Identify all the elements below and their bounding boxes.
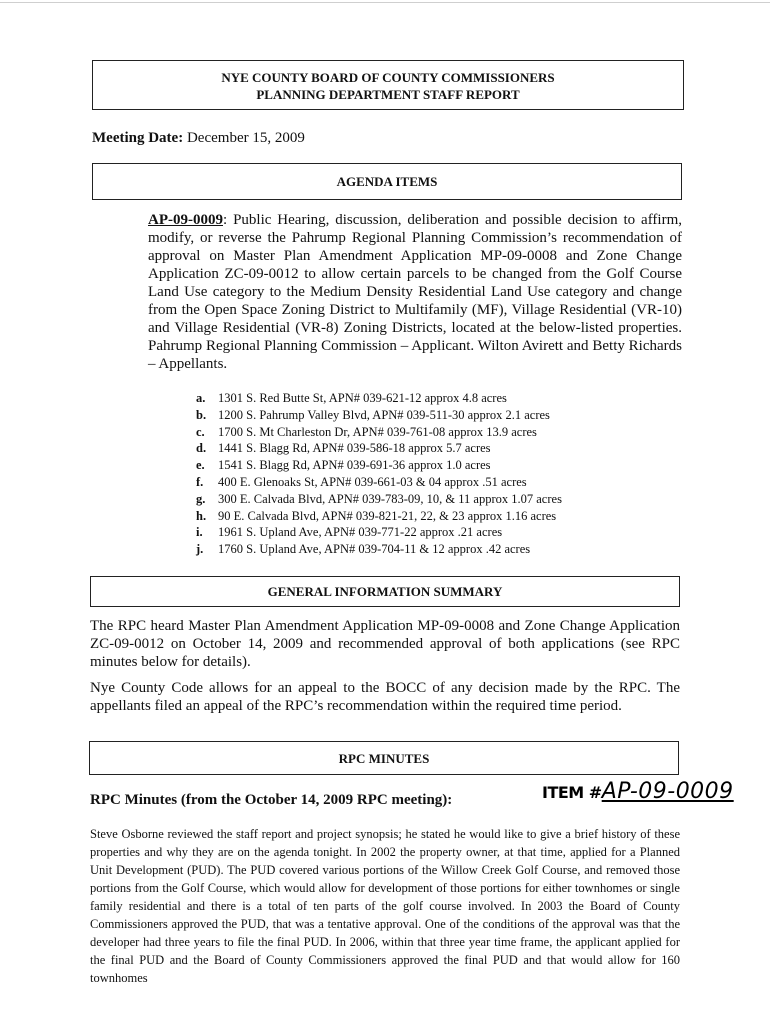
list-item-letter: a. (196, 391, 206, 405)
item-handwritten-number: AP-09-0009 (601, 779, 734, 804)
general-info-box (90, 576, 680, 607)
list-item-letter: f. (196, 474, 204, 489)
rpc-minutes-subheading: RPC Minutes (from the October 14, 2009 RPC meeting): (90, 792, 453, 808)
meeting-date (92, 130, 305, 147)
list-item-letter: c. (196, 424, 205, 439)
general-info-paragraph-1: The RPC heard Master Plan Amendment Application MP-09-0008 and Zone Change Application ZC-09-0012 on October 14, 2009 and recommended approval of both applications (see RPC minutes below for details). (90, 618, 680, 670)
property-list (196, 390, 562, 558)
list-item-letter: e. (196, 458, 205, 473)
header-title-line2: PLANNING DEPARTMENT STAFF REPORT (256, 87, 520, 102)
list-item (196, 407, 562, 424)
list-item-text: 1441 S. Blagg Rd, APN# 039-586-18 approx 5.7 acres (218, 441, 491, 456)
agenda-items-heading: AGENDA ITEMS (336, 174, 438, 189)
list-item (196, 508, 562, 525)
rpc-minutes-box (89, 741, 679, 775)
list-item-letter: b. (196, 407, 207, 422)
header-title-line1: NYE COUNTY BOARD OF COUNTY COMMISSIONERS (221, 70, 555, 85)
general-info-heading: GENERAL INFORMATION SUMMARY (267, 584, 503, 599)
page-top-edge (0, 2, 770, 3)
list-item-text: 1700 S. Mt Charleston Dr, APN# 039-761-08 approx 13.9 acres (218, 424, 537, 439)
list-item-letter: g. (196, 491, 206, 506)
general-info-paragraph-2: Nye County Code allows for an appeal to the BOCC of any decision made by the RPC. The appellants filed an appeal of the RPC’s recommendation within the required time period. (90, 680, 680, 714)
meeting-date-label: Meeting Date: (92, 130, 184, 146)
list-item-text: 1541 S. Blagg Rd, APN# 039-691-36 approx 1.0 acres (218, 458, 491, 473)
list-item-letter: h. (196, 508, 207, 523)
list-item (196, 474, 562, 491)
rpc-minutes-body: Steve Osborne reviewed the staff report and project synopsis; he stated he would like to give a brief history of these properties and why they are on the agenda tonight. In 2002 the property owner, at that time, applied for a Planned Unit Development (PUD). The PUD covered various portions of the Willow Creek Golf Course, and removed those portions from the Golf Course, which would allow for development of those portions for either townhomes or single family residential and there is a total of ten parts of the golf course involved. In 2003 the Board of County Commissioners approved the PUD, that was a tentative approval. One of the conditions of the approval was that the developer had three years to file the final PUD. In 2006, within that three year time frame, the applicant applied for the final PUD and the Board of County Commissioners approved the final PUD and that would allow for 160 townhomes (90, 827, 680, 985)
list-item-letter: d. (196, 441, 207, 456)
list-item (196, 491, 562, 508)
item-number-stamp (542, 779, 734, 804)
item-stamp-label: ITEM # (542, 783, 602, 802)
list-item (196, 390, 562, 407)
list-item-text: 300 E. Calvada Blvd, APN# 039-783-09, 10, & 11 approx 1.07 acres (218, 491, 562, 506)
list-item (196, 541, 562, 558)
list-item-text: 400 E. Glenoaks St, APN# 039-661-03 & 04 approx .51 acres (218, 474, 527, 489)
list-item-text: 1200 S. Pahrump Valley Blvd, APN# 039-511-30 approx 2.1 acres (218, 407, 550, 422)
list-item (196, 524, 562, 541)
list-item (196, 424, 562, 441)
list-item (196, 457, 562, 474)
list-item-letter: j. (196, 542, 204, 557)
list-item-text: 1760 S. Upland Ave, APN# 039-704-11 & 12 approx .42 acres (218, 542, 531, 557)
meeting-date-value: December 15, 2009 (186, 130, 305, 146)
list-item-text: 90 E. Calvada Blvd, APN# 039-821-21, 22, & 23 approx 1.16 acres (218, 508, 557, 523)
report-header-box (92, 60, 684, 110)
rpc-minutes-heading: RPC MINUTES (338, 751, 430, 766)
agenda-item-text: : Public Hearing, discussion, deliberation and possible decision to affirm, modify, or reverse the Pahrump Regional Planning Commission’s recommendation of approval on Master Plan Amendment Application MP-09-0008 and Zone Change Application ZC-09-0012 to allow certain parcels to be changed from the Golf Course Land Use category to the Medium Density Residential Land Use category and change from the Open Space Zoning District to Multifamily (MF), Village Residential (VR-10) and Village Residential (VR-8) Zoning Districts, located at the below-listed properties. Pahrump Regional Planning Commission – Applicant. Wilton Avirett and Betty Richards – Appellants. (148, 212, 682, 372)
agenda-items-box (92, 163, 682, 200)
list-item-text: 1961 S. Upland Ave, APN# 039-771-22 approx .21 acres (218, 525, 503, 540)
list-item (196, 440, 562, 457)
agenda-item-description (148, 211, 682, 373)
list-item-letter: i. (196, 525, 203, 540)
agenda-item-code: AP-09-0009 (148, 212, 223, 228)
list-item-text: 1301 S. Red Butte St, APN# 039-621-12 approx 4.8 acres (218, 391, 507, 405)
